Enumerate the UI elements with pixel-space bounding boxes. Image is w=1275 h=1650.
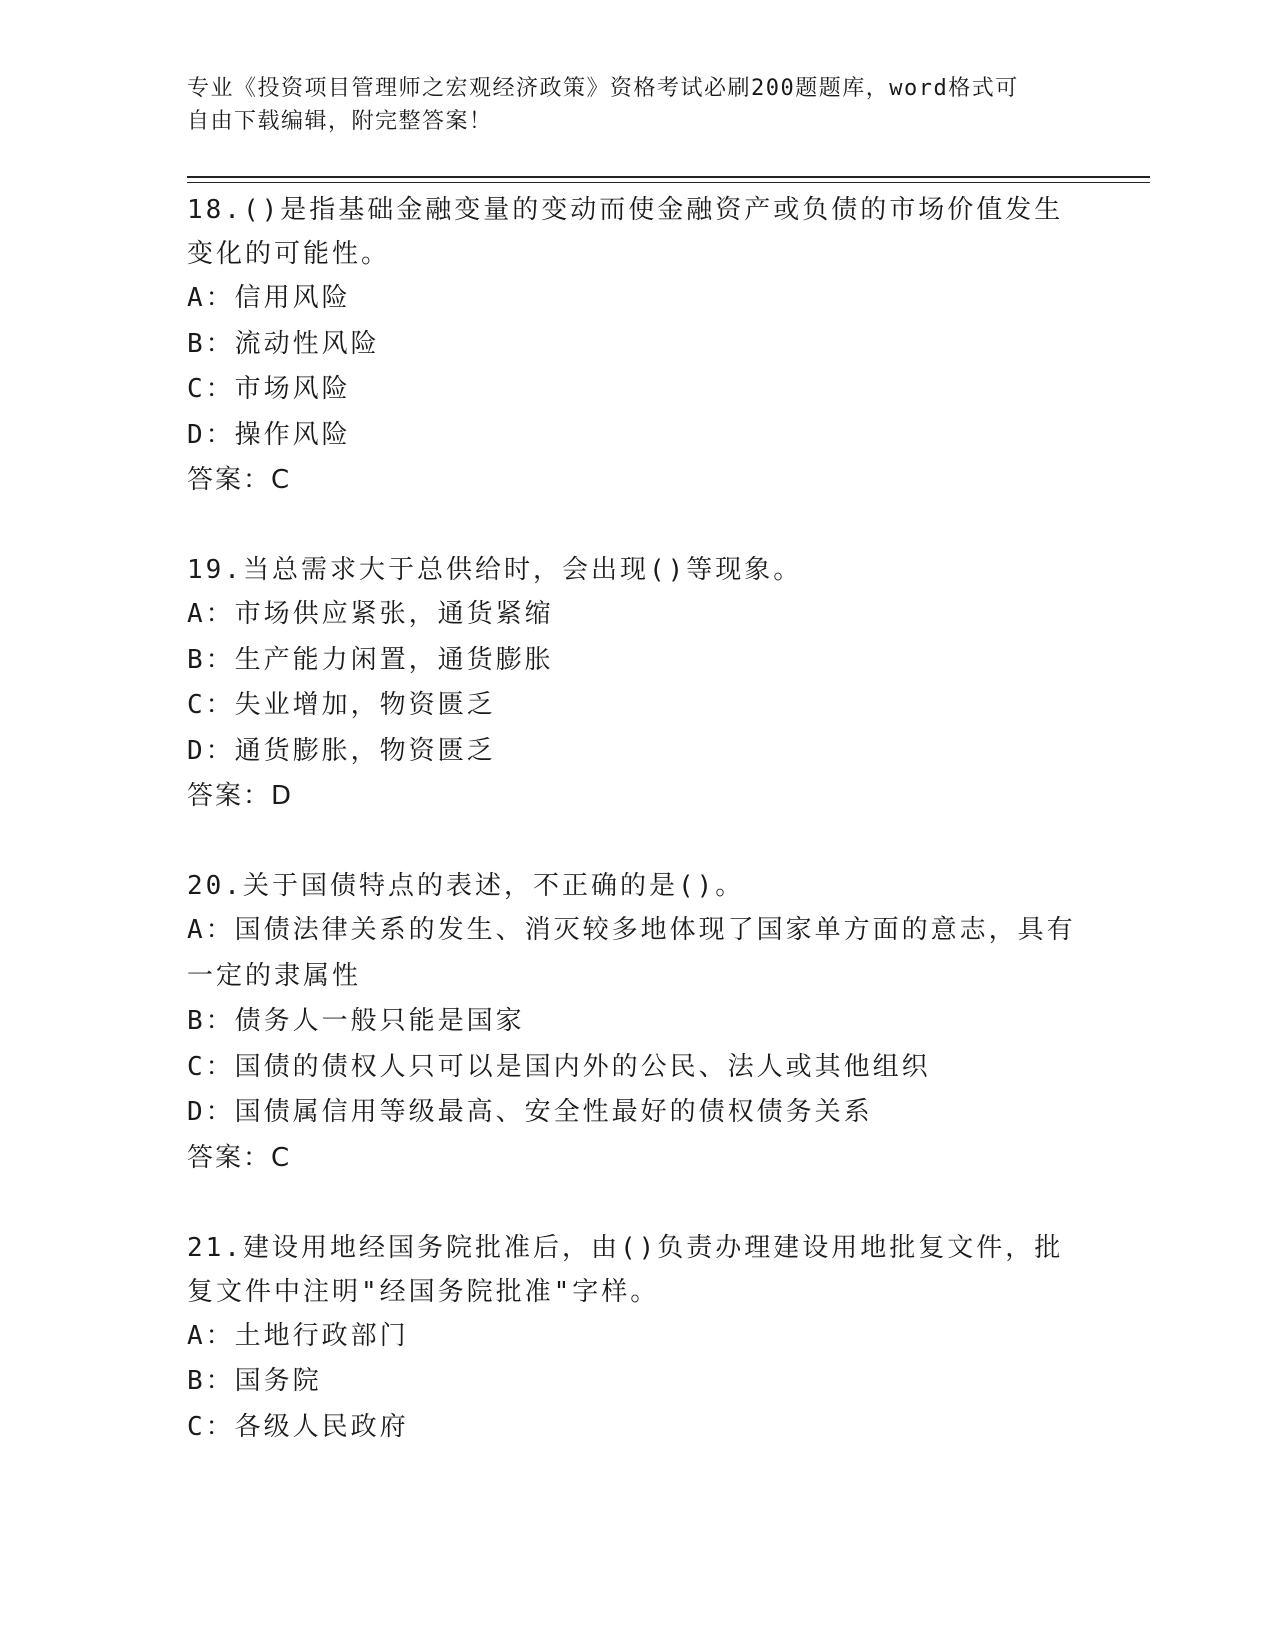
option-c: C：市场风险 <box>187 374 351 404</box>
header-divider-thin <box>187 182 1150 183</box>
header-line-2: 自由下载编辑，附完整答案！ <box>187 109 493 134</box>
question-list <box>187 188 1087 1496</box>
document-header <box>187 72 1067 138</box>
header-divider-thick <box>187 176 1150 178</box>
question-19 <box>187 548 1087 818</box>
option-a: A：土地行政部门 <box>187 1320 409 1351</box>
option-b: B：流动性风险 <box>187 328 380 359</box>
question-stem: 20.关于国债特点的表述，不正确的是()。 <box>187 871 745 901</box>
option-a: A：国债法律关系的发生、消灭较多地体现了国家单方面的意志，具有一定的隶属性 <box>187 915 1076 991</box>
option-a: A：信用风险 <box>187 283 351 313</box>
question-stem: 21.建设用地经国务院批准后，由()负责办理建设用地批复文件，批复文件中注明"经国务院批准"字样。 <box>187 1232 1064 1307</box>
option-b: B：债务人一般只能是国家 <box>187 1006 525 1036</box>
option-c: C：国债的债权人只可以是国内外的公民、法人或其他组织 <box>187 1051 931 1082</box>
question-stem: 19.当总需求大于总供给时，会出现()等现象。 <box>187 555 803 585</box>
option-d: D：通货膨胀，物资匮乏 <box>187 735 496 766</box>
question-20 <box>187 864 1087 1180</box>
answer: 答案：D <box>187 781 294 811</box>
option-c: C：失业增加，物资匮乏 <box>187 690 496 720</box>
option-b: B：国务院 <box>187 1366 322 1396</box>
option-d: D：国债属信用等级最高、安全性最好的债权债务关系 <box>187 1097 873 1127</box>
option-b: B：生产能力闲置，通货膨胀 <box>187 644 554 675</box>
option-d: D：操作风险 <box>187 419 351 450</box>
answer: 答案：C <box>187 1142 292 1173</box>
header-line-1: 专业《投资项目管理师之宏观经济政策》资格考试必刷200题题库，word格式可 <box>187 76 1019 101</box>
question-21 <box>187 1226 1087 1451</box>
answer: 答案：C <box>187 465 292 495</box>
option-c: C：各级人民政府 <box>187 1411 409 1442</box>
question-18 <box>187 188 1087 502</box>
question-stem: 18.()是指基础金融变量的变动而使金融资产或负债的市场价值发生变化的可能性。 <box>187 195 1064 269</box>
option-a: A：市场供应紧张，通货紧缩 <box>187 599 554 629</box>
